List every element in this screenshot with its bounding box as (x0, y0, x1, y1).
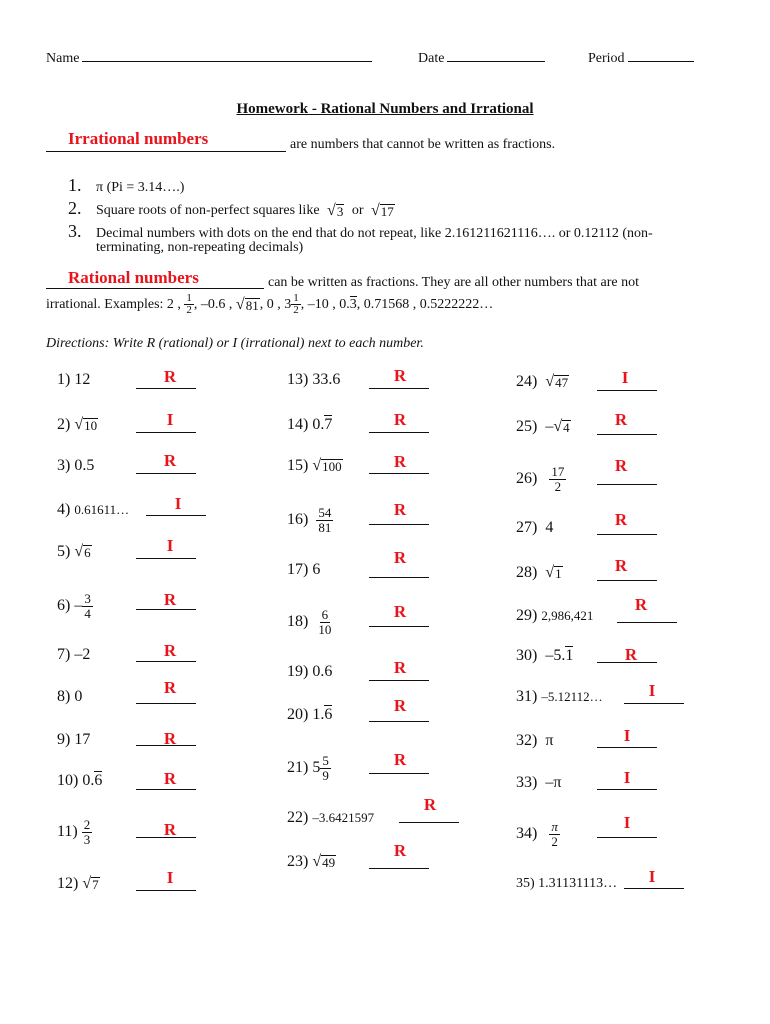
question-17: 17) 6 (287, 561, 321, 578)
answer-blank[interactable] (136, 890, 196, 891)
answer-28: R (614, 556, 628, 575)
list-item: 2. Square roots of non-perfect squares like √ 3 or √ 17 (68, 198, 394, 219)
page-title: Homework - Rational Numbers and Irrational (236, 101, 534, 117)
question-8: 8) 0 (57, 688, 83, 705)
question-25: 25) – √ 4 (516, 418, 570, 436)
answer-17: R (393, 548, 407, 567)
question-3: 3) 0.5 (57, 457, 95, 474)
answer-1: R (163, 367, 177, 386)
answer-blank[interactable] (624, 888, 684, 889)
period-field (588, 47, 694, 67)
question-28: 28) √ 1 (516, 564, 562, 582)
directions: Directions: Write R (rational) or I (irrational) next to each number. (46, 336, 424, 351)
answer-32: I (623, 726, 631, 745)
answer-33: I (623, 768, 631, 787)
answer-blank[interactable] (136, 473, 196, 474)
answer-12: I (166, 868, 174, 887)
answer-3: R (163, 451, 177, 470)
date-label: Date (418, 51, 445, 66)
question-15: 15) √ 100 (287, 457, 342, 475)
question-26: 26) $\frac{17}{2}$ (516, 464, 565, 494)
question-2: 2) √ 10 (57, 416, 98, 434)
irrational-definition: are numbers that cannot be written as fractions. (290, 137, 556, 152)
question-20: 20) 1.6 (287, 706, 333, 723)
list-item-continued: terminating, non-repeating decimals) (96, 240, 304, 255)
question-5: 5) √ 6 (57, 543, 91, 561)
answer-23: R (393, 841, 407, 860)
question-24: 24) √ 47 (516, 373, 569, 391)
question-11: 11) $\frac{2}{3}$ (57, 817, 91, 847)
rational-definition: can be written as fractions. They are all other numbers that are not (268, 275, 639, 290)
answer-blank[interactable] (369, 680, 429, 681)
list-item: 3. Decimal numbers with dots on the end that do not repeat, like 2.161211621116…. or 0.12112 (non- (68, 221, 653, 241)
answer-14: R (393, 410, 407, 429)
answer-10: R (163, 769, 177, 788)
answer-11: R (163, 820, 177, 839)
answer-blank[interactable] (136, 558, 196, 559)
answer-blank[interactable] (597, 580, 657, 581)
answer-31: I (648, 681, 656, 700)
question-31: 31) –5.12112… (516, 688, 603, 705)
question-18: 18) $\frac{6}{10}$ (287, 607, 332, 637)
answer-blank[interactable] (369, 432, 429, 433)
answer-blank[interactable] (597, 837, 657, 838)
question-9: 9) 17 (57, 731, 91, 748)
answer-blank[interactable] (136, 703, 196, 704)
period-label: Period (588, 51, 625, 66)
answer-blank[interactable] (136, 661, 196, 662)
question-6: 6) – $\frac{3}{4}$ (57, 591, 91, 621)
answer-13: R (393, 366, 407, 385)
period-blank[interactable] (628, 47, 694, 62)
question-4: 4) 0.61611… (57, 501, 130, 518)
question-7: 7) –2 (57, 646, 91, 663)
answer-blank[interactable] (369, 626, 429, 627)
rational-answer: Rational numbers (68, 268, 199, 287)
question-22: 22) –3.6421597 (287, 809, 375, 826)
answer-20: R (393, 696, 407, 715)
question-35: 35) 1.31131113… (516, 876, 618, 891)
answer-25: R (614, 410, 628, 429)
answer-21: R (393, 750, 407, 769)
question-16: 16) $\frac{54}{81}$ (287, 505, 332, 535)
answer-22: R (423, 795, 437, 814)
question-1: 1) 12 (57, 371, 91, 388)
answer-6: R (163, 590, 177, 609)
answer-26: R (614, 456, 628, 475)
answer-4: I (174, 494, 182, 513)
question-30: 30) –5.1 (516, 647, 574, 664)
answer-blank[interactable] (369, 473, 429, 474)
answer-blank[interactable] (624, 703, 684, 704)
answer-27: R (614, 510, 628, 529)
answer-8: R (163, 678, 177, 697)
answer-blank[interactable] (146, 515, 206, 516)
answer-blank[interactable] (597, 484, 657, 485)
answer-34: I (623, 813, 631, 832)
rational-examples: irrational. Examples: 2 , $\frac{1}{2}$ , –0.6 , √ 81 , 0 , 3 $\frac{1}{2}$ , –10 , 0.3, 0.71568 , 0.5222222… (46, 292, 494, 317)
question-13: 13) 33.6 (287, 371, 341, 388)
answer-9: R (163, 729, 177, 748)
answer-blank[interactable] (597, 789, 657, 790)
question-32: 32) π (516, 732, 554, 749)
answer-24: I (621, 368, 629, 387)
answer-blank[interactable] (136, 388, 196, 389)
irrational-answer: Irrational numbers (68, 129, 209, 148)
answer-blank[interactable] (399, 822, 459, 823)
answer-blank[interactable] (369, 577, 429, 578)
answer-blank[interactable] (369, 721, 429, 722)
question-21: 21) 5 $\frac{5}{9}$ (287, 753, 329, 783)
answer-19: R (393, 658, 407, 677)
answer-blank[interactable] (597, 534, 657, 535)
answer-blank[interactable] (369, 868, 429, 869)
answer-blank[interactable] (136, 789, 196, 790)
list-item: 1. π (Pi = 3.14….) (68, 175, 185, 195)
answer-35: I (648, 867, 656, 886)
answer-blank[interactable] (136, 432, 196, 433)
answer-blank[interactable] (617, 622, 677, 623)
answer-29: R (634, 595, 648, 614)
question-23: 23) √ 49 (287, 853, 336, 871)
answer-blank[interactable] (597, 390, 657, 391)
question-27: 27) 4 (516, 519, 554, 536)
question-34: 34) $\frac{\pi}{2}$ (516, 819, 558, 849)
question-12: 12) √ 7 (57, 875, 99, 893)
answer-blank[interactable] (369, 524, 429, 525)
name-label: Name (46, 51, 80, 66)
question-14: 14) 0.7 (287, 416, 333, 433)
answer-blank[interactable] (369, 388, 429, 389)
answer-7: R (163, 641, 177, 660)
question-19: 19) 0.6 (287, 663, 333, 680)
name-blank[interactable] (82, 47, 372, 62)
answer-30: R (624, 645, 638, 664)
date-field (418, 47, 545, 67)
date-blank[interactable] (447, 47, 545, 62)
answer-18: R (393, 602, 407, 621)
answer-15: R (393, 452, 407, 471)
answer-16: R (393, 500, 407, 519)
answer-blank[interactable] (597, 434, 657, 435)
question-10: 10) 0.6 (57, 772, 103, 789)
question-33: 33) –π (516, 774, 562, 791)
answer-blank[interactable] (597, 747, 657, 748)
name-field (46, 47, 372, 67)
answer-5: I (166, 536, 174, 555)
answer-blank[interactable] (369, 773, 429, 774)
question-29: 29) 2,986,421 (516, 607, 594, 624)
answer-2: I (166, 410, 174, 429)
